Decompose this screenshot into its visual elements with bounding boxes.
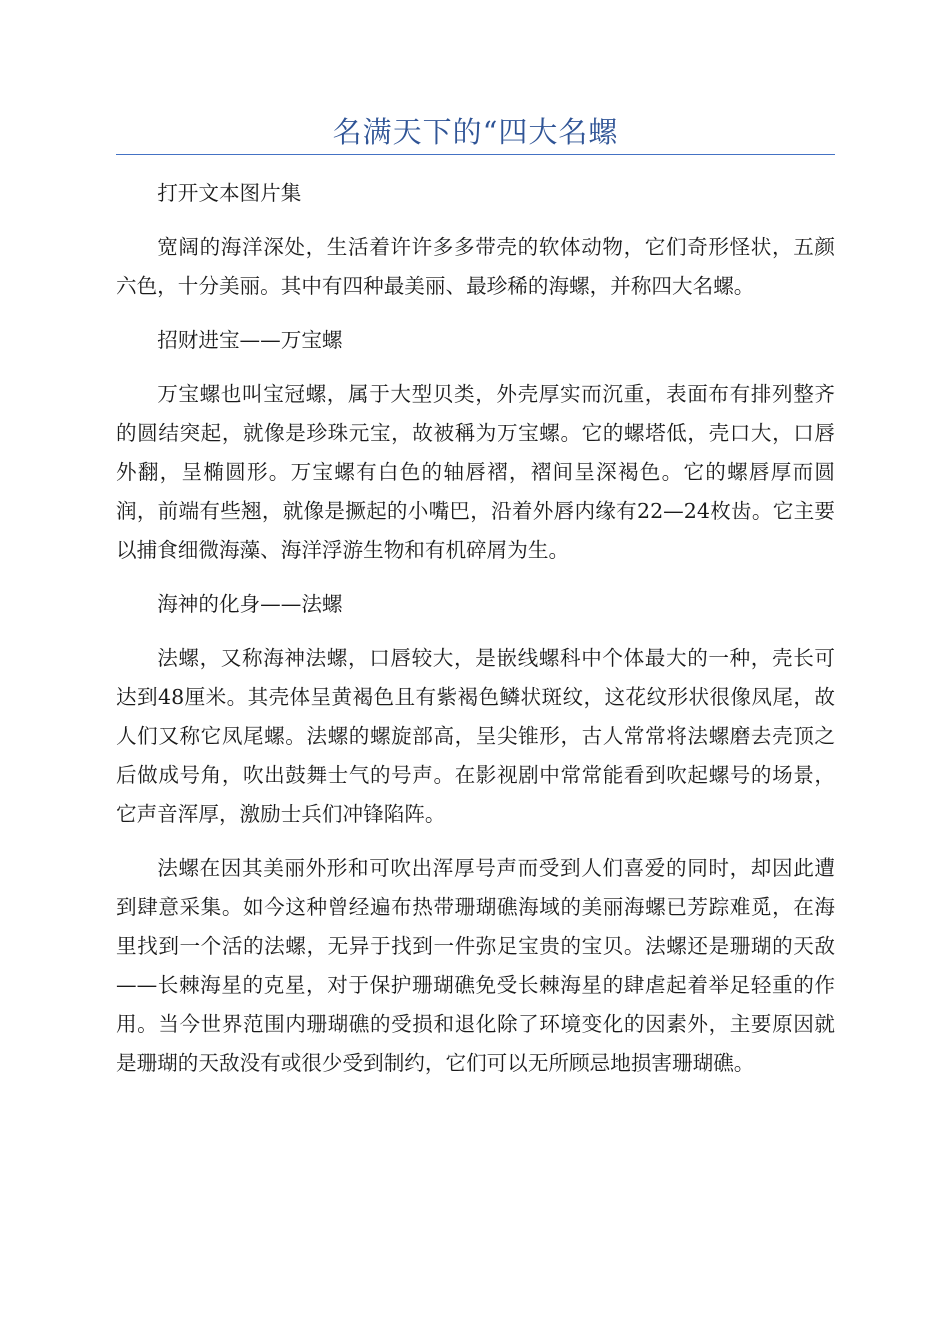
paragraph-intro: 宽阔的海洋深处，生活着许许多多带壳的软体动物，它们奇形怪状，五颜六色，十分美丽。其中有四种最美丽、最珍稀的海螺，并称四大名螺。: [116, 235, 835, 298]
paragraph-image-collection-link: 打开文本图片集: [157, 181, 302, 205]
paragraph-faluo-description: 法螺，又称海神法螺，口唇较大，是嵌线螺科中个体最大的一种，壳长可达到48厘米。其壳体呈黄褐色且有紫褐色鳞状斑纹，这花纹形状很像凤尾，故人们又称它凤尾螺。法螺的螺旋部高，呈尖锥形，古人常常将法螺磨去壳顶之后做成号角，吹出鼓舞士气的号声。在影视剧中常常能看到吹起螺号的场景，它声音浑厚，激励士兵们冲锋陷阵。: [116, 646, 835, 826]
section-heading-wanbaoluo: 招财进宝——万宝螺: [157, 328, 343, 352]
page-title: 名满天下的“四大名螺: [332, 115, 619, 149]
paragraph-faluo-conservation: 法螺在因其美丽外形和可吹出浑厚号声而受到人们喜爱的同时，却因此遭到肆意采集。如今这种曾经遍布热带珊瑚礁海域的美丽海螺已芳踪难觅，在海里找到一个活的法螺，无异于找到一件弥足宝贵的宝贝。法螺还是珊瑚的天敌——长棘海星的克星，对于保护珊瑚礁免受长棘海星的肆虐起着举足轻重的作用。当今世界范围内珊瑚礁的受损和退化除了环境变化的因素外，主要原因就是珊瑚的天敌没有或很少受到制约，它们可以无所顾忌地损害珊瑚礁。: [116, 856, 835, 1075]
paragraph-wanbaoluo: 万宝螺也叫宝冠螺，属于大型贝类，外壳厚实而沉重，表面布有排列整齐的圆结突起，就像是珍珠元宝，故被稱为万宝螺。它的螺塔低，壳口大，口唇外翻，呈椭圆形。万宝螺有白色的轴唇褶，褶间呈深褐色。它的螺唇厚而圆润，前端有些翘，就像是撅起的小嘴巴，沿着外唇内缘有22—24枚齿。它主要以捕食细微海藻、海洋浮游生物和有机碎屑为生。: [116, 382, 835, 562]
section-heading-faluo: 海神的化身——法螺: [157, 592, 343, 616]
title-underline: [116, 154, 835, 155]
document-body: [116, 174, 835, 1098]
